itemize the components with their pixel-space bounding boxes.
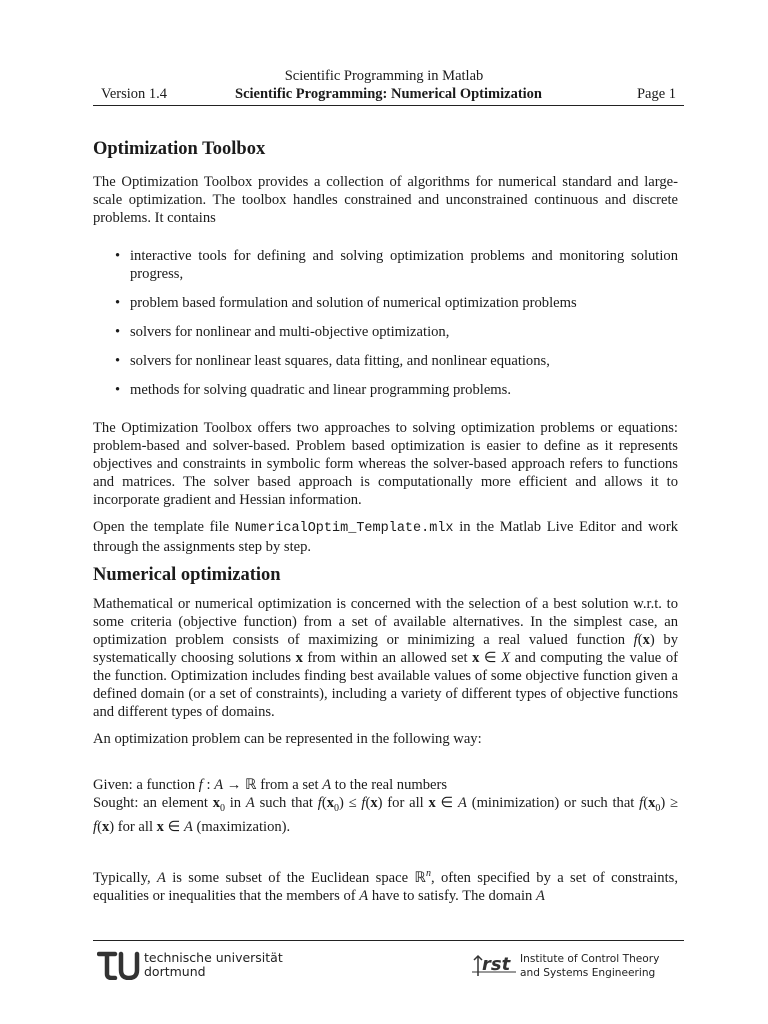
section-heading-numerical-optimization: Numerical optimization	[93, 565, 281, 585]
footer-right-line1: Institute of Control Theory	[520, 953, 660, 965]
open-template-paragraph: Open the template file NumericalOptim_Template.mlx in the Matlab Live Editor and work through the assignments step by step.	[93, 519, 678, 555]
footer-left-line2: dortmund	[144, 964, 206, 979]
header-version: Version 1.4	[101, 86, 168, 102]
header-course: Scientific Programming in Matlab	[284, 68, 484, 84]
footer-left-line1: technische universität	[144, 950, 283, 965]
euclidean-subset-paragraph: Typically, A is some subset of the Euclidean space ℝ$^n$, often specified by a set of constraints, equalities or inequalities that the members of A have to satisfy. The domain A	[93, 867, 678, 904]
template-filename: NumericalOptim_Template.mlx	[234, 521, 454, 536]
rst-logo-icon	[470, 948, 518, 980]
list-item: • solvers for nonlinear least squares, data fitting, and nonlinear equations,	[93, 352, 678, 370]
list-item: • problem based formulation and solution of numerical optimization problems	[93, 294, 678, 312]
header-page-number: Page 1	[636, 86, 676, 102]
toolbox-intro-paragraph: The Optimization Toolbox provides a collection of algorithms for numerical standard and large-scale optimization. The toolbox handles constrained and unconstrained continuous and discrete problems. It contains	[93, 174, 678, 226]
optimization-definition-paragraph: Mathematical or numerical optimization is concerned with the selection of a best solution w.r.t. to some criteria (objective function) from a set of available alternatives. In the simplest case, an optimization problem consists of maximizing or minimizing a real valued function f(x) by systematically choosing solutions x from within an allowed set x ∈ X and computing the value of the function. Optimization includes finding best available values of some objective function given a defined domain (or a set of constraints), including a variety of different types of objective functions and different types of domains.	[93, 596, 678, 720]
approaches-paragraph: The Optimization Toolbox offers two approaches to solving optimization problems or equations: problem-based and solver-based. Problem based optimization is easier to define as it represents objectives and constraints in symbolic form whereas the solver-based approach refers to functions and matrices. The solver based approach is computationally more efficient and allows it to incorporate gradient and Hessian information.	[93, 420, 678, 508]
header-rule	[93, 105, 684, 106]
given-line: Given: a function f : A → ℝ from a set A to the real numbers	[93, 777, 448, 793]
page-content	[93, 138, 678, 905]
list-item: • methods for solving quadratic and linear programming problems.	[93, 381, 678, 399]
tu-logo-icon	[97, 948, 141, 980]
list-item: • solvers for nonlinear and multi-objective optimization,	[93, 323, 678, 341]
section-heading-optimization-toolbox: Optimization Toolbox	[93, 139, 266, 159]
footer-rule	[93, 940, 684, 941]
list-item: • interactive tools for defining and solving optimization problems and monitoring solution progress,	[93, 247, 678, 283]
svg-text:rst: rst	[482, 954, 511, 975]
footer-right-line2: and Systems Engineering	[520, 967, 656, 979]
toolbox-feature-list	[93, 247, 678, 399]
sought-line: Sought: an element $x_0$ in A such that $f(x_0) \le f(x)$ for all x ∈ A (minimization) or such that $f(x_0) \ge f(x)$ for all x ∈ A (maximization).	[93, 795, 678, 835]
header-row	[93, 86, 684, 106]
header-title: Scientific Programming: Numerical Optimization	[235, 86, 542, 102]
representation-paragraph: An optimization problem can be represented in the following way:	[93, 731, 482, 747]
